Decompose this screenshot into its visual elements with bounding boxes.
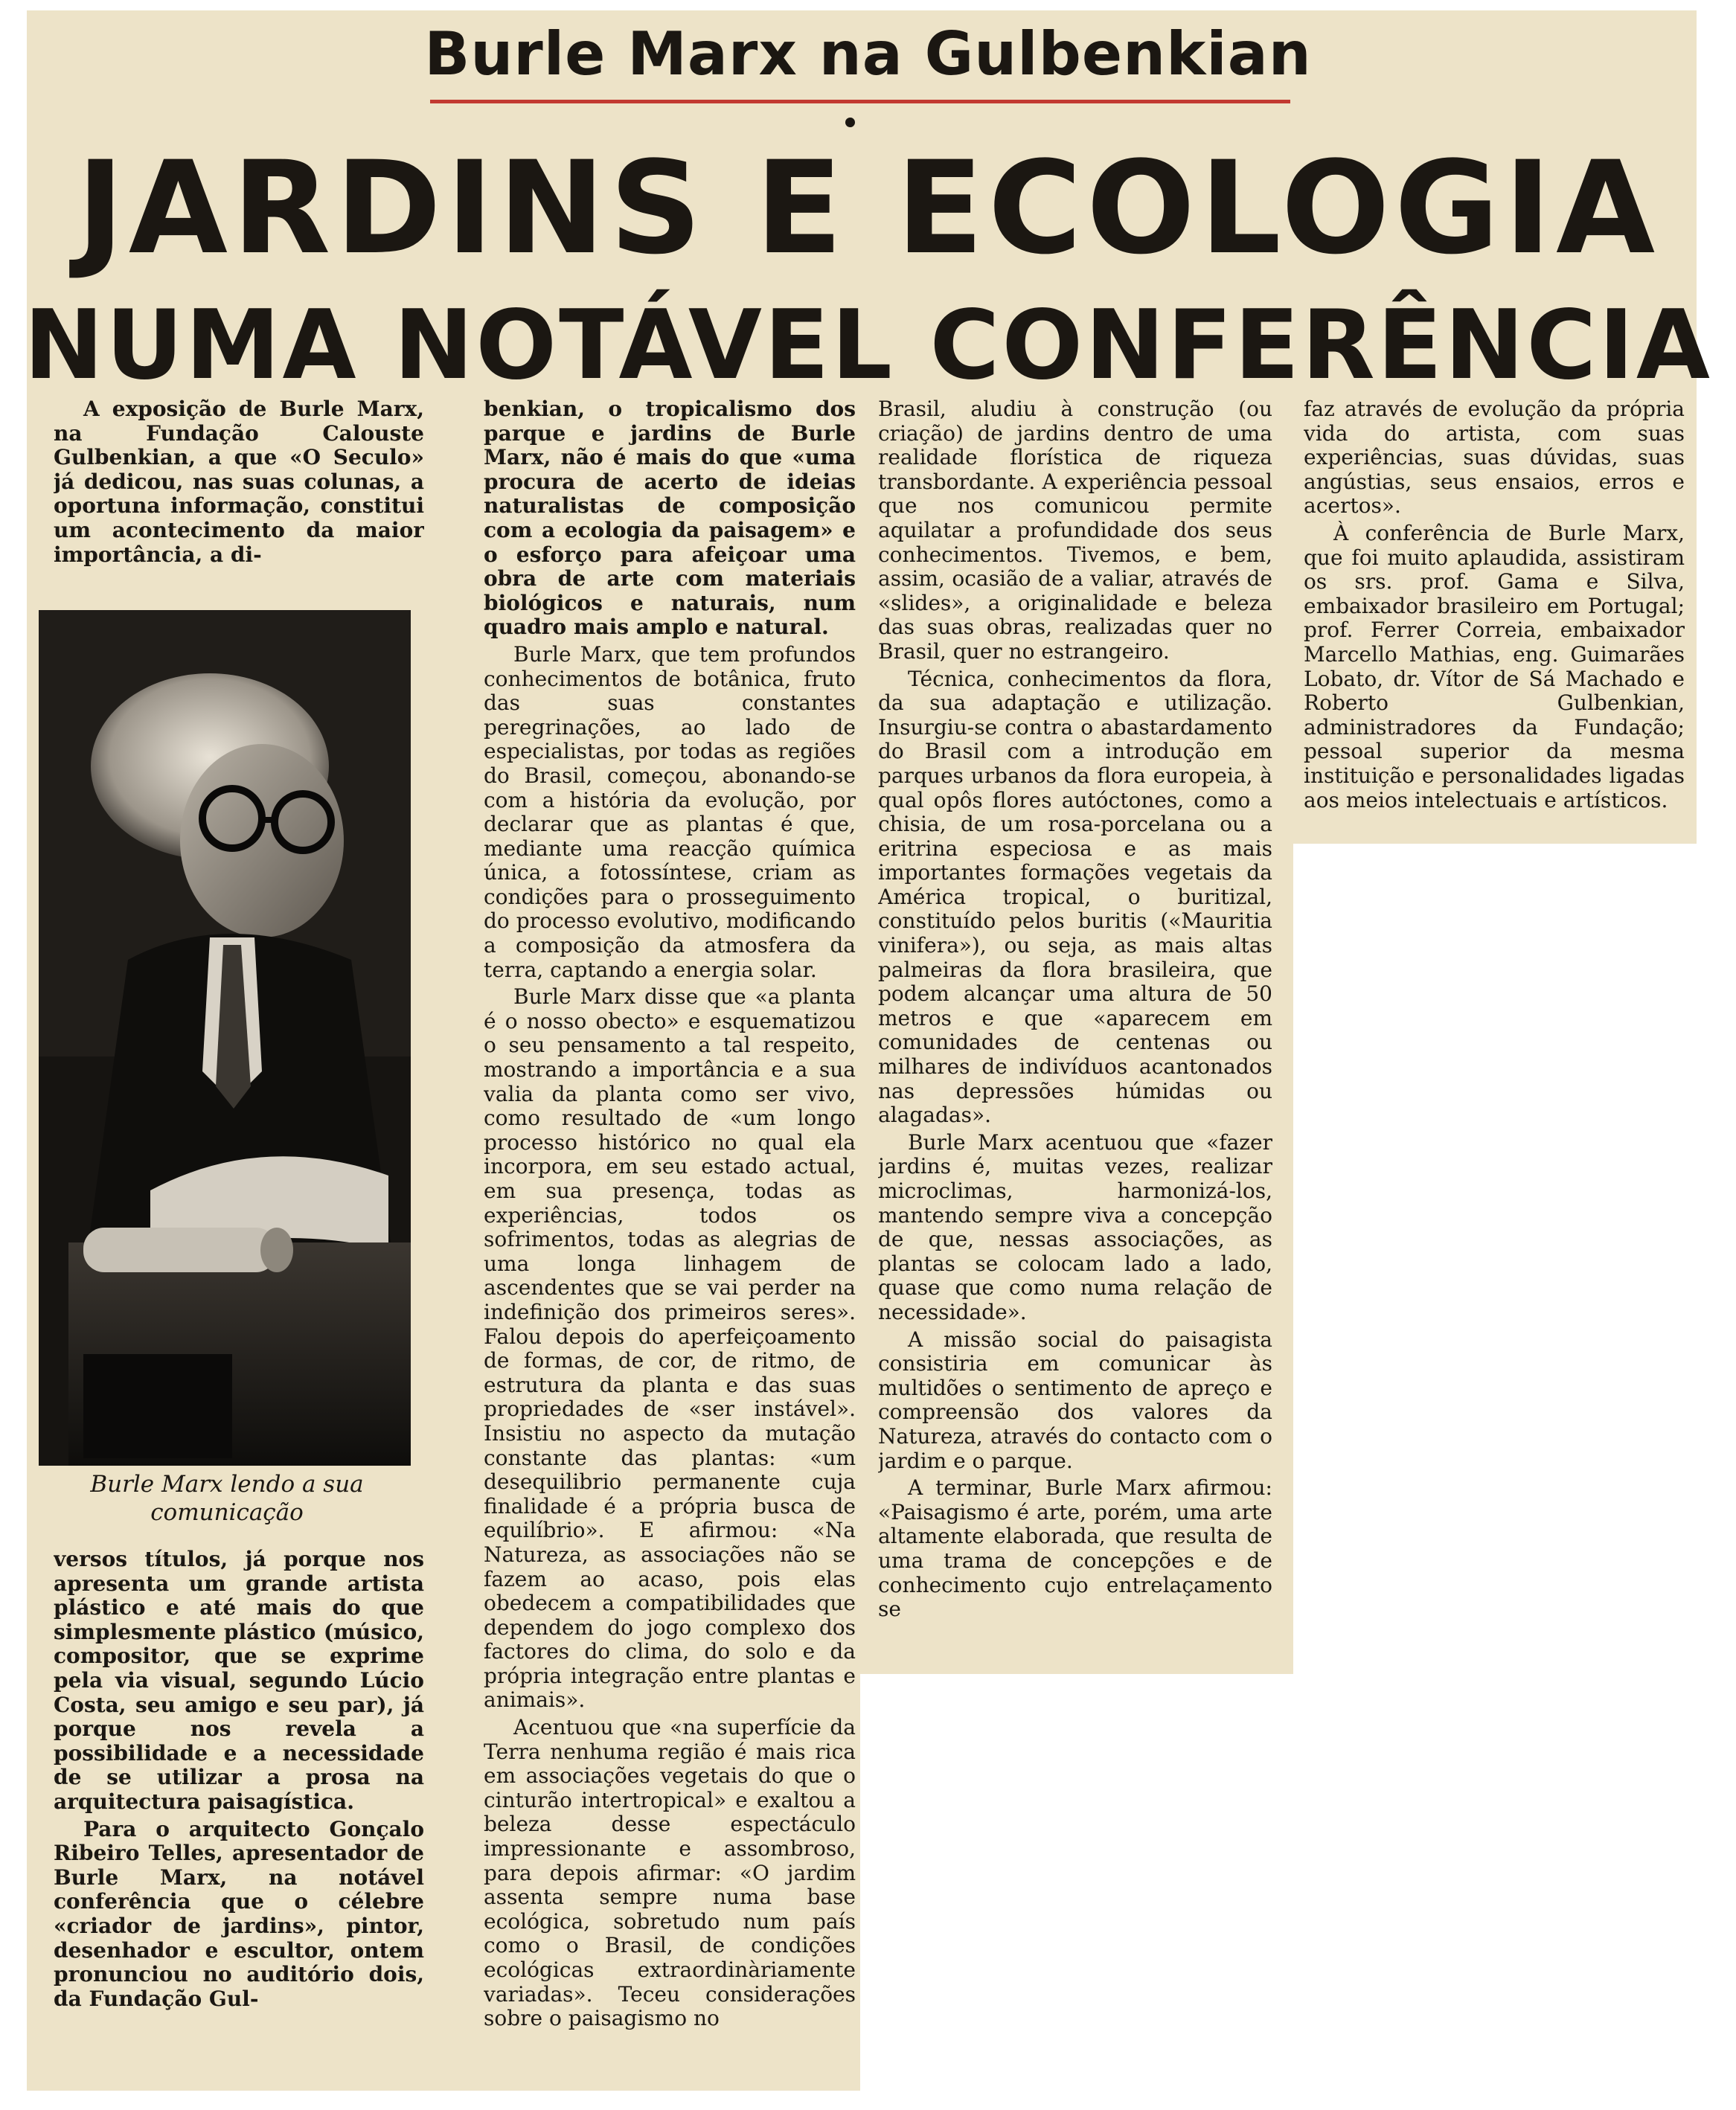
headline-line-2: NUMA NOTÁVEL CONFERÊNCIA (24, 290, 1712, 401)
paragraph: A missão social do paisagista consistiria em comunicar às multidões o sentimento de apreço e compreensão dos valores da Natureza, através do contacto com o jardim e o parque. (878, 1327, 1272, 1473)
column-1-intro (54, 397, 424, 606)
paragraph: Técnica, conhecimentos da flora, da sua adaptação e utilização. Insurgiu-se contra o abastardamento do Brasil com a introdução em parques urbanos da flora europeia, à qual opôs flores autóctones, como a chisia, de um rosa-porcelana ou a eritrina especiosa e as mais importantes formações vegetais da América tropical, o buritizal, constituído pelos buritis («Mauritia vinifera»), ou seja, as mais altas palmeiras da flora brasileira, que podem alcançar uma altura de 50 metros e que «aparecem em comunidades de centenas ou milhares de indivíduos acantonados nas depressões húmidas ou alagadas». (878, 666, 1272, 1128)
photo-caption (45, 1470, 409, 1527)
column-3 (878, 397, 1272, 1677)
column-1-continuation (54, 1548, 424, 2076)
kicker-underline (430, 100, 1290, 103)
portrait-photo-drawing (39, 610, 411, 1466)
article-kicker: Burle Marx na Gulbenkian (424, 19, 1312, 89)
paragraph: faz através de evolução da própria vida do artista, com suas experiências, suas dúvidas, suas angústias, seus ensaios, erros e acertos». (1304, 397, 1685, 519)
paragraph: A exposição de Burle Marx, na Fundação Calouste Gulbenkian, a que «O Seculo» já dedicou, nas suas colunas, a oportuna informação, constitui um acontecimento da maior importância, a di- (54, 397, 424, 567)
portrait-photo-icon (39, 610, 411, 1466)
headline-line-1: JARDINS E ECOLOGIA (76, 133, 1660, 283)
paragraph: Burle Marx, que tem profundos conhecimentos de botânica, fruto das suas constantes peregrinações, ao lado de especialistas, por todas as regiões do Brasil, começou, abonando-se com a história da evolução, por declarar que as plantas é que, mediante uma reacção química única, a fotossíntese, criam as condições para o prosseguimento do processo evolutivo, modificando a composição da atmosfera da terra, captando a energia solar. (484, 641, 856, 982)
paragraph: benkian, o tropicalismo dos parque e jardins de Burle Marx, não é mais do que «uma procura de acerto de ideias naturalistas de composição com a ecologia da paisagem» e o esforço para afeiçoar uma obra de arte com materiais biológicos e naturais, num quadro mais amplo e natural. (484, 397, 856, 640)
paragraph: A terminar, Burle Marx afirmou: «Paisagismo é arte, porém, uma arte altamente elaborada, que resulta de uma trama de concepções e de conhecimento cujo entrelaçamento se (878, 1475, 1272, 1622)
paragraph: Brasil, aludiu à construção (ou criação) de jardins dentro de uma realidade florística de riqueza transbordante. A experiência pessoal que nos comunicou permite aquilatar a profundidade dos seus conhecimentos. Tivemos, e bem, assim, ocasião de a valiar, através de «slides», a originalidade e beleza das suas obras, realizadas quer no Brasil, quer no estrangeiro. (878, 397, 1272, 664)
paragraph: Burle Marx disse que «a planta é o nosso obecto» e esquematizou o seu pensamento a tal respeito, mostrando a importância e a sua valia da planta como ser vivo, como resultado de «um longo processo histórico no qual ela incorpora, em seu estado actual, em sua presença, todas as experiências, todos os sofrimentos, todas as alegrias de uma longa linhagem de ascendentes que se vai perder na indefinição dos primeiros seres». Falou depois do aperfeiçoamento de formas, de cor, de ritmo, de estrutura da planta e das suas propriedades de «ser instável». Insistiu no aspecto da mutação constante das plantas: «um desequilibrio permanente cuja finalidade é a própria busca de equilíbrio». E afirmou: «Na Natureza, as associações não se fazem ao acaso, pois elas obedecem a compatibilidades que dependem do jogo complexo dos factores do clima, do solo e da própria integração entre plantas e animais». (484, 984, 856, 1713)
paragraph: Burle Marx acentuou que «fazer jardins é, muitas vezes, realizar microclimas, harmonizá-los, mantendo sempre viva a concepção de que, nessas associações, as plantas se colocam lado a lado, quase que como numa relação de necessidade». (878, 1129, 1272, 1324)
caption-line-1: Burle Marx lendo a sua (90, 1471, 364, 1498)
paragraph: Para o arquitecto Gonçalo Ribeiro Telles, apresentador de Burle Marx, na notável conferência que o célebre «criador de jardins», pintor, desenhador e escultor, ontem pronunciou no auditório dois, da Fundação Gul- (54, 1816, 424, 2011)
paragraph: versos títulos, já porque nos apresenta um grande artista plástico e até mais do que simplesmente plástico (músico, compositor, que se exprime pela via visual, segundo Lúcio Costa, seu amigo e seu par), já porque nos revela a possibilidade e a necessidade de se utilizar a prosa na arquitectura paisagística. (54, 1548, 424, 1814)
ink-dot (845, 118, 855, 127)
paragraph: Acentuou que «na superfície da Terra nenhuma região é mais rica em associações vegetais do que o cinturão intertropical» e exaltou a beleza desse espectáculo impressionante e assombroso, para depois afirmar: «O jardim assenta sempre numa base ecológica, sobretudo num país como o Brasil, de condições ecológicas extraordinàriamente variadas». Teceu considerações sobre o paisagismo no (484, 1715, 856, 2031)
paragraph: À conferência de Burle Marx, que foi muito aplaudida, assistiram os srs. prof. Gama e Silva, embaixador brasileiro em Portugal; prof. Ferrer Correia, embaixador Marcello Mathias, eng. Guimarães Lobato, dr. Vítor de Sá Machado e Roberto Gulbenkian, administradores da Fundação; pessoal superior da mesma instituição e personalidades ligadas aos meios intelectuais e artísticos. (1304, 520, 1685, 812)
caption-line-2: comunicação (150, 1499, 304, 1526)
column-4 (1304, 397, 1685, 844)
column-2 (484, 397, 856, 2086)
